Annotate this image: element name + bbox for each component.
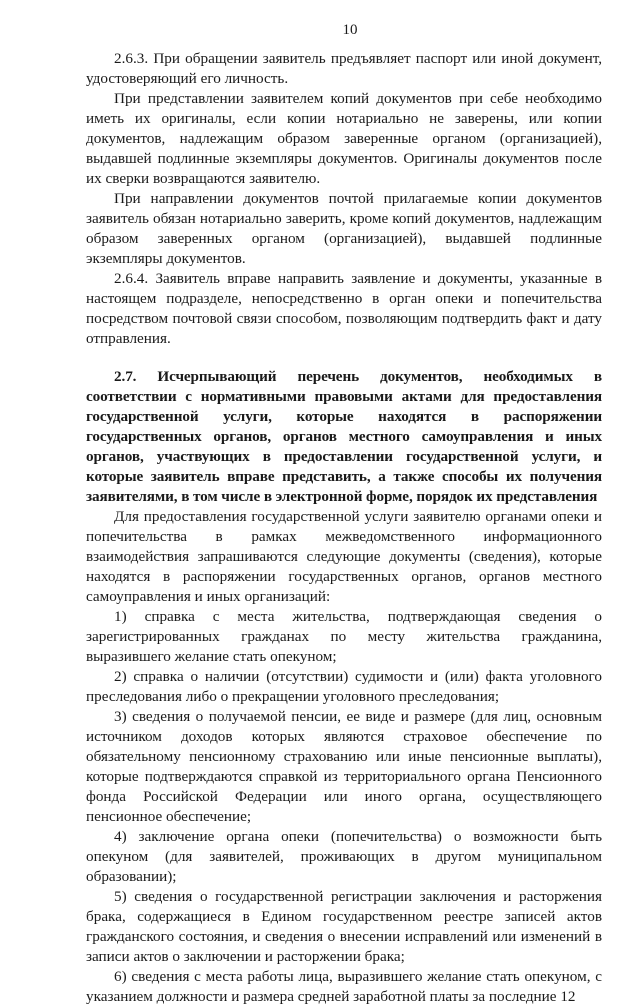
paragraph-postal-copies: При направлении документов почтой прилагаемые копии документов заявитель обязан нотариально заверить, кроме копий документов, надлежащим образом заверенных органом (организацией), выдавшей подлинные экземпляры документов. [86, 190, 602, 267]
paragraph-2-6-3: 2.6.3. При обращении заявитель предъявляет паспорт или иной документ, удостоверяющий его личность. [86, 50, 602, 87]
paragraph-2-6-4: 2.6.4. Заявитель вправе направить заявление и документы, указанные в настоящем подразделе, непосредственно в орган опеки и попечительства посредством почтовой связи способом, позволяющим подтвердить факт и дату отправления. [86, 270, 602, 347]
list-item-6: 6) сведения с места работы лица, выразившего желание стать опекуном, с указанием должности и размера средней заработной платы за последние 12 [86, 968, 602, 1005]
list-item-3: 3) сведения о получаемой пенсии, ее виде и размере (для лиц, основным источником доходов которых являются страховое обеспечение по обязательному пенсионному страхованию или иные пенсионные выплаты), которые подтверждаются справкой из территориального органа Пенсионного фонда Российской Федерации или иного органа, осуществляющего пенсионное обеспечение; [86, 708, 602, 825]
list-item-5: 5) сведения о государственной регистрации заключения и расторжения брака, содержащиеся в Едином государственном реестре записей актов гражданского состояния, и сведения о внесении исправлений или изменений в записи актов о заключении и расторжении брака; [86, 888, 602, 965]
list-item-4: 4) заключение органа опеки (попечительства) о возможности быть опекуном (для заявителей, проживающих в другом муниципальном образовании); [86, 828, 602, 885]
paragraph-copies-originals: При представлении заявителем копий документов при себе необходимо иметь их оригиналы, если копии нотариально не заверены, или копии документов, надлежащим образом заверенные органом (организацией), выдавшей подлинные экземпляры документов. Оригиналы документов после их сверки возвращаются заявителю. [86, 90, 602, 187]
section-heading-2-7: 2.7. Исчерпывающий перечень документов, необходимых в соответствии с нормативными правовыми актами для предоставления государственной услуги, которые находятся в распоряжении государственных органов, органов местного самоуправления и иных органов, участвующих в предоставлении государственной услуги, и которые заявитель вправе представить, а также способы их получения заявителями, в том числе в электронной форме, порядок их представления [86, 368, 602, 505]
list-item-2: 2) справка о наличии (отсутствии) судимости и (или) факта уголовного преследования либо о прекращении уголовного преследования; [86, 668, 602, 705]
paragraph-intro: Для предоставления государственной услуги заявителю органами опеки и попечительства в рамках межведомственного информационного взаимодействия запрашиваются следующие документы (сведения), которые находятся в распоряжении государственных органов, органов местного самоуправления и иных организаций: [86, 508, 602, 605]
list-item-1: 1) справка с места жительства, подтверждающая сведения о зарегистрированных гражданах по месту жительства гражданина, выразившего желание стать опекуном; [86, 608, 602, 665]
page-number: 10 [342, 22, 358, 38]
